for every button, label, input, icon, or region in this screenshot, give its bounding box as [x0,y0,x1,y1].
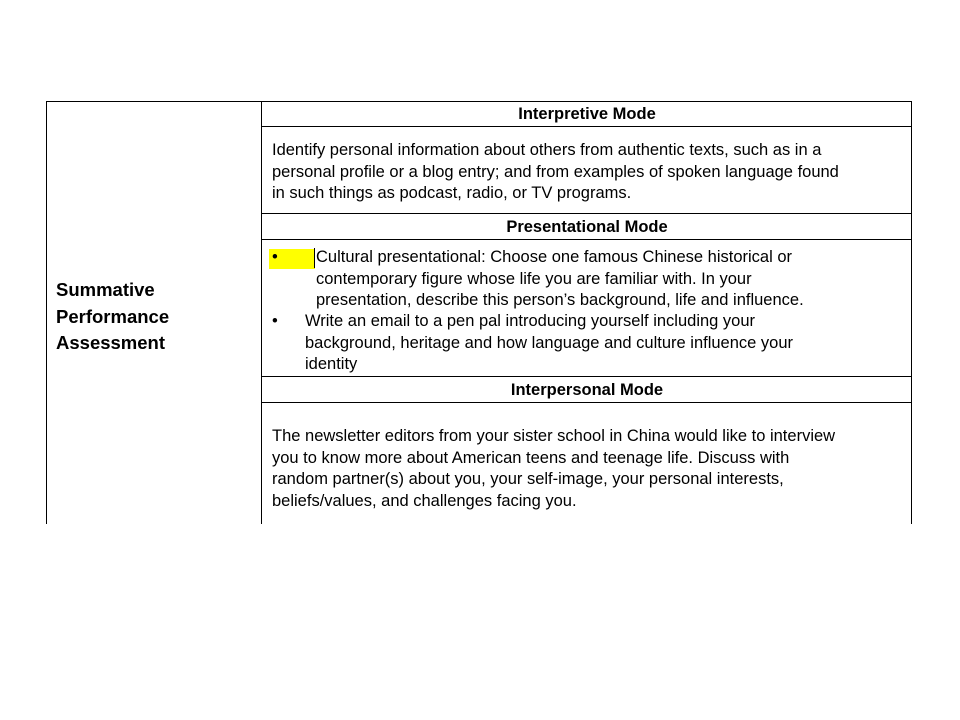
text-line: Identify personal information about others from authentic texts, such as in a [272,141,822,159]
interpretive-mode-text [272,140,908,205]
interpretive-mode-heading: Interpretive Mode [518,105,656,123]
presentational-mode-heading: Presentational Mode [506,218,668,236]
text-line: random partner(s) about you, your self-image, your personal interests, [272,470,784,488]
table-right-border [911,101,912,524]
text-line: in such things as podcast, radio, or TV programs. [272,184,632,202]
text-line: contemporary figure whose life you are familiar with. In your [316,269,752,288]
row-divider [261,213,912,214]
interpersonal-mode-heading: Interpersonal Mode [510,381,664,399]
text-line: beliefs/values, and challenges facing you. [272,491,577,510]
summative-performance-assessment-label [56,277,256,357]
text-line: Write an email to a pen pal introducing yourself including your [305,312,756,330]
table-left-border [46,101,47,524]
presentational-item-email [305,311,908,376]
bullet-icon: • [272,248,278,266]
text-line: Cultural presentational: Choose one famous Chinese historical or [316,248,793,266]
row-divider [261,239,912,240]
left-cell-line: Assessment [56,332,166,353]
text-line: The newsletter editors from your sister school in China would like to interview [272,427,836,445]
text-line: personal profile or a blog entry; and from examples of spoken language found [272,162,839,181]
row-divider [261,376,912,377]
assessment-table [46,101,912,524]
interpersonal-mode-text [272,426,908,512]
text-line: you to know more about American teens and teenage life. Discuss with [272,448,790,467]
bullet-icon: • [272,312,278,330]
left-cell-line: Performance [56,305,170,327]
column-divider [261,101,262,524]
left-cell-line: Summative [56,279,155,300]
presentational-item-cultural [316,247,908,312]
text-line: identity [305,355,358,373]
row-divider [261,126,912,127]
text-line: background, heritage and how language and culture influence your [305,333,794,352]
text-line: presentation, describe this person’s background, life and influence. [316,291,804,309]
row-divider [261,402,912,403]
text-cursor [314,248,315,268]
table-top-border [46,101,912,102]
